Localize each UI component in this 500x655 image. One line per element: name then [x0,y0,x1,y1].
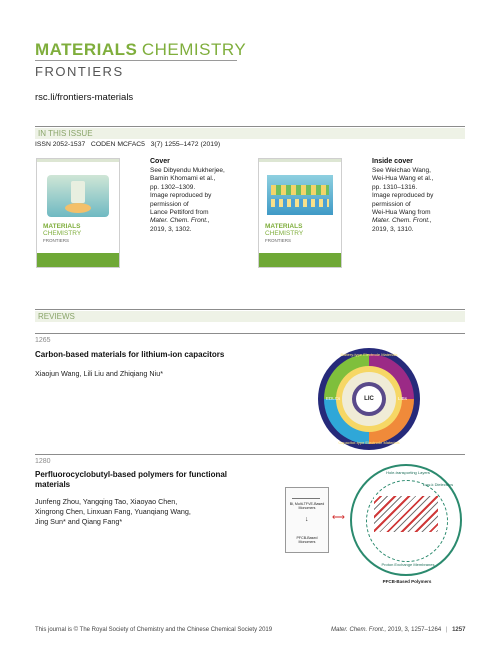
cover-description-1 [150,167,250,234]
issue-heading: IN THIS ISSUE [35,128,465,139]
cover2-logo-line2: CHEMISTRY [265,230,304,237]
article-title-2-line1: Perfluorocyclobutyl-based polymers for functional [35,470,228,479]
reviews-heading: REVIEWS [35,311,465,322]
lic-left-label: EDLCs [326,396,341,401]
pfcb-arc-bottom: Proton Exchange Membranes [381,562,435,567]
journal-title [35,40,246,60]
cover2-line: pp. 1310–1316. [372,183,418,191]
cover-image-2 [258,158,342,268]
article-rule [35,333,465,334]
article-title-2-line2: materials [35,480,71,489]
reviews-rule-top [35,309,465,310]
article-title-1[interactable]: Carbon-based materials for lithium-ion capacitors [35,350,225,359]
cover1-line: Mater. Chem. Front., [150,217,210,225]
footer-journal: Mater. Chem. Front., [331,627,387,633]
cover1-line: Image reproduced by [150,192,212,200]
author-line: Jing Sun* and Qiang Fang* [35,517,123,526]
footer-copyright: This journal is © The Royal Society of Chemistry and the Chinese Chemical Society 2019 [35,627,273,633]
article-rule [35,454,465,455]
cover-illustration-2 [267,175,333,215]
cover1-logo-line1: MATERIALS [43,223,81,230]
cover2-line: 2019, 3, 1310. [372,225,414,233]
lic-outer-bottom: Capacitor-type Electrode Materials [338,440,400,445]
lic-outer-top: Battery-type Electrode Materials [340,352,398,357]
pfcb-monomer-box [285,487,329,553]
footer-pages: 2019, 3, 1257–1264 [387,627,442,633]
arrow-down-icon: ↓ [305,516,309,523]
cover2-line: permission of [372,200,411,208]
lic-center-label: LIC [356,386,382,412]
article-authors-2 [35,497,191,527]
cover2-logo-line3: FRONTIERS [265,238,292,243]
cover2-line: Wei-Hua Wang et al., [372,175,434,183]
cover1-logo-line3: FRONTIERS [43,238,70,243]
cover1-line: See Dibyendu Mukherjee, [150,167,225,174]
cover1-line: pp. 1302–1309. [150,183,196,191]
article-page-2: 1280 [35,458,51,465]
cover1-logo-line2: CHEMISTRY [43,230,82,237]
journal-url[interactable]: rsc.li/frontiers-materials [35,92,134,103]
issn-line: ISSN 2052-1537 CODEN MCFAC5 3(7) 1255–1472 (2019) [35,141,221,148]
pfcb-caption: PFCB-Based Polymers [382,579,432,584]
cover-image-1 [36,158,120,268]
journal-title-bold: MATERIALS [35,40,138,59]
article-page-1: 1265 [35,337,51,344]
arrow-right-icon: ⟷ [332,512,345,522]
cover1-line: 2019, 3, 1302. [150,225,192,233]
issue-rule [35,126,465,127]
author-line: Junfeng Zhou, Yangqing Tao, Xiaoyao Chen, [35,497,178,506]
cover-label-2: Inside cover [372,158,413,165]
author-line: Xingrong Chen, Linxuan Fang, Yuanqiang Wang, [35,507,191,516]
cover2-line: See Weichao Wang, [372,167,431,174]
pfcb-arc-top: Hole-transporting Layers [386,470,430,475]
pfcb-arc-right: Low-k Dielectrics [422,482,454,487]
pfcb-polymer-circle [350,464,462,576]
article-authors-1: Xiaojun Wang, Lili Liu and Zhiqiang Niu* [35,369,163,378]
footer-page-number: 1257 [452,627,466,633]
journal-title-light: CHEMISTRY [141,40,247,59]
cover1-line: Lance Pettiford from [150,209,209,217]
lic-right-label: LIBs [398,396,408,401]
cover1-line: Bamin Khomami et al., [150,175,216,183]
lic-graphic [318,348,420,450]
journal-subtitle: FRONTIERS [35,64,124,79]
cover2-logo-line1: MATERIALS [265,223,303,230]
title-divider [35,60,237,61]
article-title-2[interactable] [35,470,227,490]
footer-citation: Mater. Chem. Front., 2019, 3, 1257–1264 | 1257 [331,627,466,633]
cover-label-1: Cover [150,158,170,165]
pfcb-box-top: Bi, Multi-TFVE-Based Monomers [289,502,325,510]
cover2-line: Image reproduced by [372,192,434,200]
cover-description-2 [372,167,472,234]
cover2-line: Wei-Hua Wang from [372,209,431,217]
cover-illustration-1 [47,175,109,217]
cover2-line: Mater. Chem. Front., [372,217,432,225]
cover1-line: permission of [150,200,189,208]
pfcb-box-bottom: PFCB-Based Monomers [296,536,318,544]
